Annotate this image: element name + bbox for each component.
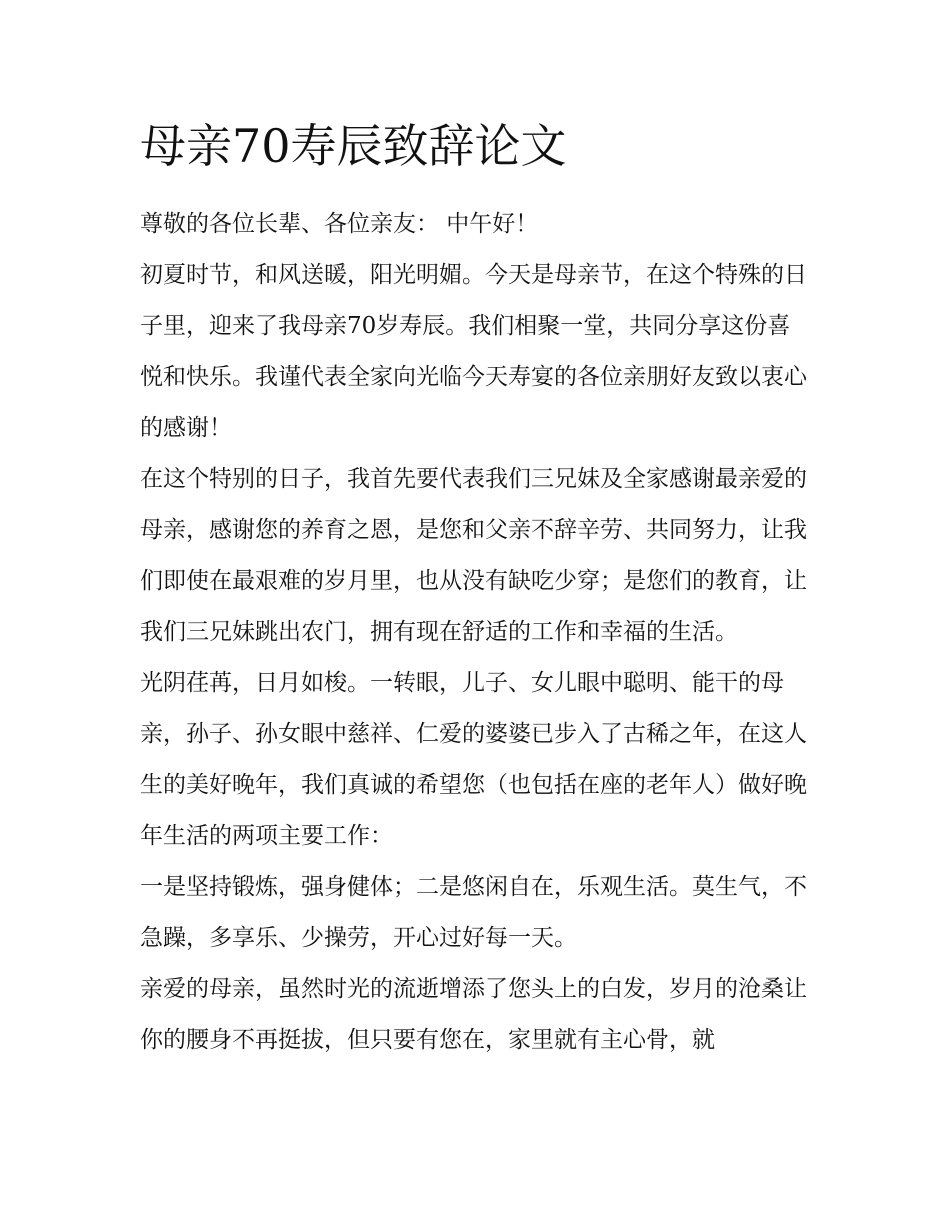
document-body: [140, 199, 812, 1066]
paragraph-greeting: 尊敬的各位长辈、各位亲友： 中午好！: [140, 211, 539, 237]
paragraph-closing: 亲爱的母亲，虽然时光的流逝增添了您头上的白发，岁月的沧桑让你的腰身不再挺拔，但只要有您在，家里就有主心骨，就: [140, 976, 807, 1053]
document-title: 母亲70寿辰致辞论文: [140, 119, 567, 173]
paragraph-advice: 一是坚持锻炼，强身健体；二是悠闲自在，乐观生活。莫生气，不急躁，多享乐、少操劳，开心过好每一天。: [140, 874, 807, 951]
paragraph-opening: 初夏时节，和风送暖，阳光明媚。今天是母亲节，在这个特殊的日子里，迎来了我母亲70岁寿辰。我们相聚一堂，共同分享这份喜悦和快乐。我谨代表全家向光临今天寿宴的各位亲朋好友致以衷心的感谢！: [140, 262, 807, 441]
paragraph-gratitude: 在这个特别的日子，我首先要代表我们三兄妹及全家感谢最亲爱的母亲，感谢您的养育之恩，是您和父亲不辞辛劳、共同努力，让我们即使在最艰难的岁月里，也从没有缺吃少穿；是您们的教育，让我们三兄妹跳出农门，拥有现在舒适的工作和幸福的生活。: [140, 466, 807, 645]
paragraph-wishes: 光阴荏苒，日月如梭。一转眼，儿子、女儿眼中聪明、能干的母亲，孙子、孙女眼中慈祥、仁爱的婆婆已步入了古稀之年，在这人生的美好晚年，我们真诚的希望您（也包括在座的老年人）做好晚年生活的两项主要工作：: [140, 670, 807, 849]
